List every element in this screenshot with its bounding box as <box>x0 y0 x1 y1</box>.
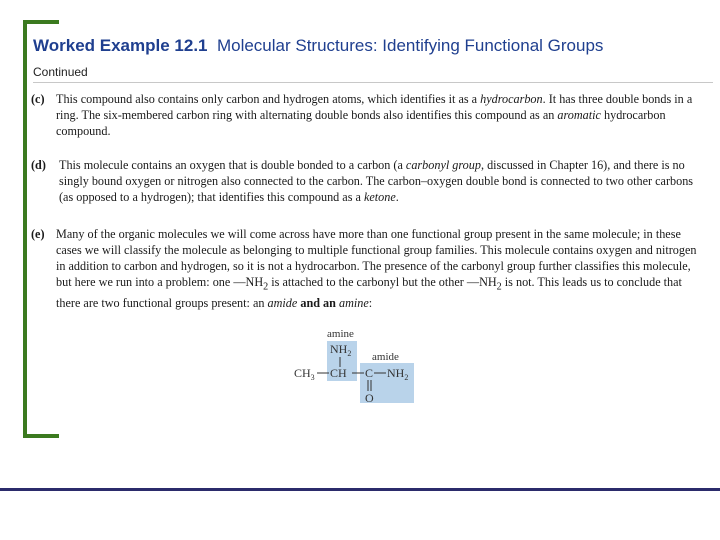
paragraph-label: (e) <box>31 227 45 241</box>
oxygen-atom: O <box>365 391 374 405</box>
structural-formula <box>290 325 420 405</box>
text-run: is not. This leads us to conclude that there are two functional groups present: an <box>56 275 682 311</box>
emphasis-carbonyl-group: carbonyl group <box>405 158 481 172</box>
text-run: . It has three double bonds in a ring. The six-membered carbon ring with alternating double bonds also identifies this compound as an <box>56 92 693 122</box>
page-title <box>33 36 603 56</box>
paragraph-text <box>31 91 701 139</box>
continued-label: Continued <box>33 65 88 79</box>
text-run: . <box>395 190 399 204</box>
subscript: 2 <box>496 281 502 293</box>
text-run: is attached to the carbonyl but the other —NH <box>268 275 497 289</box>
emphasis-amide: amide <box>267 296 298 311</box>
text-run: and an <box>297 296 339 311</box>
paragraph-e <box>31 226 701 311</box>
header-divider <box>33 82 713 83</box>
ch3-group: $CH_3$ <box>294 366 315 382</box>
green-bracket-top <box>23 20 59 24</box>
text-run: Many of the organic molecules we will come across have more than one functional group present in the same molecule; in these cases we will classify the molecule as belonging to multiple functional group families. This molecule contains oxygen and nitrogen in addition to carbon and hydrogen, so it is not a hydrocarbon. The presence of the carbonyl group further classifies this molecule, but here we run into a problem: one —NH <box>56 227 697 289</box>
amine-label: amine <box>327 328 354 340</box>
title-text: Molecular Structures: Identifying Functional Groups <box>216 36 604 55</box>
paragraph-label: (d) <box>31 158 46 172</box>
green-bracket-vertical <box>23 20 27 438</box>
subscript: 2 <box>263 281 269 293</box>
text-run: hydrocarbon compound. <box>56 108 666 138</box>
paragraph-c <box>31 91 701 139</box>
emphasis-hydrocarbon: hydrocarbon <box>480 92 543 106</box>
title-number: Worked Example 12.1 <box>33 36 208 55</box>
text-run: This compound also contains only carbon and hydrogen atoms, which identifies it as a <box>56 92 481 106</box>
paragraph-text <box>31 157 701 205</box>
text-run: This molecule contains an oxygen that is double bonded to a carbon (a <box>59 158 406 172</box>
paragraph-label: (c) <box>31 92 45 106</box>
green-bracket-bottom <box>23 434 59 438</box>
emphasis-ketone: ketone <box>363 190 396 204</box>
emphasis-amine: amine <box>338 296 369 311</box>
ch-group: CH <box>330 366 347 380</box>
footer-rule <box>0 488 720 491</box>
text-run: : <box>368 296 373 311</box>
paragraph-text <box>31 226 701 311</box>
carbonyl-carbon: C <box>365 366 374 380</box>
amide-label: amide <box>372 351 399 363</box>
emphasis-aromatic: aromatic <box>557 108 601 122</box>
nh2-right: $NH_2$ <box>387 366 409 382</box>
text-run: , discussed in Chapter 16), and there is no singly bound oxygen or nitrogen also connected to the carbon. The carbon–oxygen double bond is connected to two other carbons (as opposed to a hydrogen); that identifies this compound as a <box>59 158 694 204</box>
nh2-top: $NH_2$ <box>330 342 352 358</box>
paragraph-d <box>31 157 701 205</box>
